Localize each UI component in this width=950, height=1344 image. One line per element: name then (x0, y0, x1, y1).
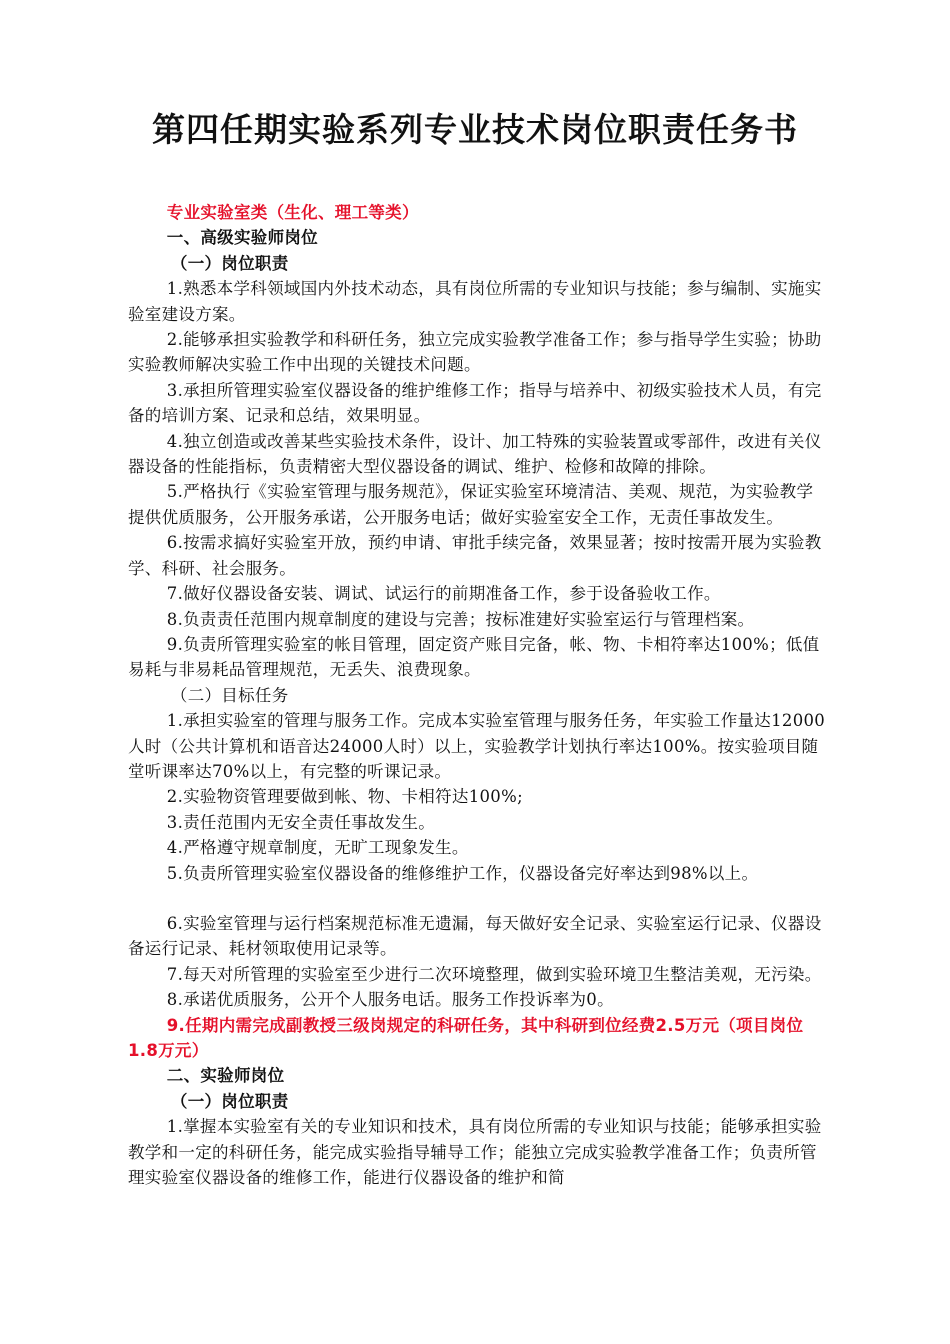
task-item-research-requirement: 9.任期内需完成副教授三级岗规定的科研任务，其中科研到位经费2.5万元（项目岗位1.8万元） (128, 1015, 804, 1060)
task-item: 7.每天对所管理的实验室至少进行二次环境整理，做到实验环境卫生整洁美观，无污染。 (166, 964, 822, 984)
subheading-duties: （一）岗位职责 (170, 253, 289, 273)
duty-item: 8.负责责任范围内规章制度的建设与完善；按标准建好实验室运行与管理档案。 (166, 609, 755, 629)
task-item: 6.实验室管理与运行档案规范标准无遗漏，每天做好安全记录、实验室运行记录、仪器设备运行记录、耗材领取使用记录等。 (128, 913, 822, 959)
subheading-duties: （一）岗位职责 (170, 1091, 289, 1111)
task-item: 8.承诺优质服务，公开个人服务电话。服务工作投诉率为0。 (166, 990, 614, 1010)
subheading-tasks: （二）目标任务 (170, 685, 289, 705)
task-item: 1.承担实验室的管理与服务工作。完成本实验室管理与服务任务，年实验工作量达12000人时（公共计算机和语音达24000人时）以上，实验教学计划执行率达100%。按实验项目随堂听课率达70%以上，有完整的听课记录。 (128, 711, 826, 781)
document-body (128, 200, 828, 1190)
duty-item: 5.严格执行《实验室管理与服务规范》，保证实验室环境清洁、美观、规范，为实验教学提供优质服务，公开服务承诺，公开服务电话；做好实验室安全工作，无责任事故发生。 (128, 482, 814, 527)
task-item: 3.责任范围内无安全责任事故发生。 (166, 812, 436, 832)
duty-item: 7.做好仪器设备安装、调试、试运行的前期准备工作，参于设备验收工作。 (166, 584, 721, 604)
category-heading: 专业实验室类（生化、理工等类） (166, 203, 419, 222)
task-item: 5.负责所管理实验室仪器设备的维修维护工作，仪器设备完好率达到98%以上。 (166, 863, 759, 883)
duty-item: 6.按需求搞好实验室开放，预约申请、审批手续完备，效果显著；按时按需开展为实验教学、科研、社会服务。 (128, 533, 822, 578)
duty-item: 2.能够承担实验教学和科研任务，独立完成实验教学准备工作；参与指导学生实验；协助实验教师解决实验工作中出现的关键技术问题。 (128, 330, 822, 375)
duty-item: 1.掌握本实验室有关的专业知识和技术，具有岗位所需的专业知识与技能；能够承担实验教学和一定的科研任务，能完成实验指导辅导工作；能独立完成实验教学准备工作；负责所管理实验室仪器设备的维修工作，能进行仪器设备的维护和简 (128, 1117, 822, 1188)
section-heading-senior: 一、高级实验师岗位 (166, 228, 318, 248)
duty-item: 3.承担所管理实验室仪器设备的维护维修工作；指导与培养中、初级实验技术人员，有完备的培训方案、记录和总结，效果明显。 (128, 380, 822, 426)
section-heading-lab-engineer: 二、实验师岗位 (166, 1066, 285, 1086)
duty-item: 4.独立创造或改善某些实验技术条件，设计、加工特殊的实验装置或零部件，改进有关仪器设备的性能指标，负责精密大型仪器设备的调试、维护、检修和故障的排除。 (128, 431, 822, 477)
document-title: 第四任期实验系列专业技术岗位职责任务书 (152, 110, 798, 149)
duty-item: 9.负责所管理实验室的帐目管理，固定资产账目完备，帐、物、卡相符率达100%；低值易耗与非易耗品管理规范，无丢失、浪费现象。 (128, 634, 820, 680)
task-item: 4.严格遵守规章制度，无旷工现象发生。 (166, 838, 469, 858)
task-item: 2.实验物资管理要做到帐、物、卡相符达100%; (166, 787, 523, 807)
duty-item: 1.熟悉本学科领域国内外技术动态，具有岗位所需的专业知识与技能；参与编制、实施实验室建设方案。 (128, 279, 822, 324)
blank-line (128, 886, 828, 911)
